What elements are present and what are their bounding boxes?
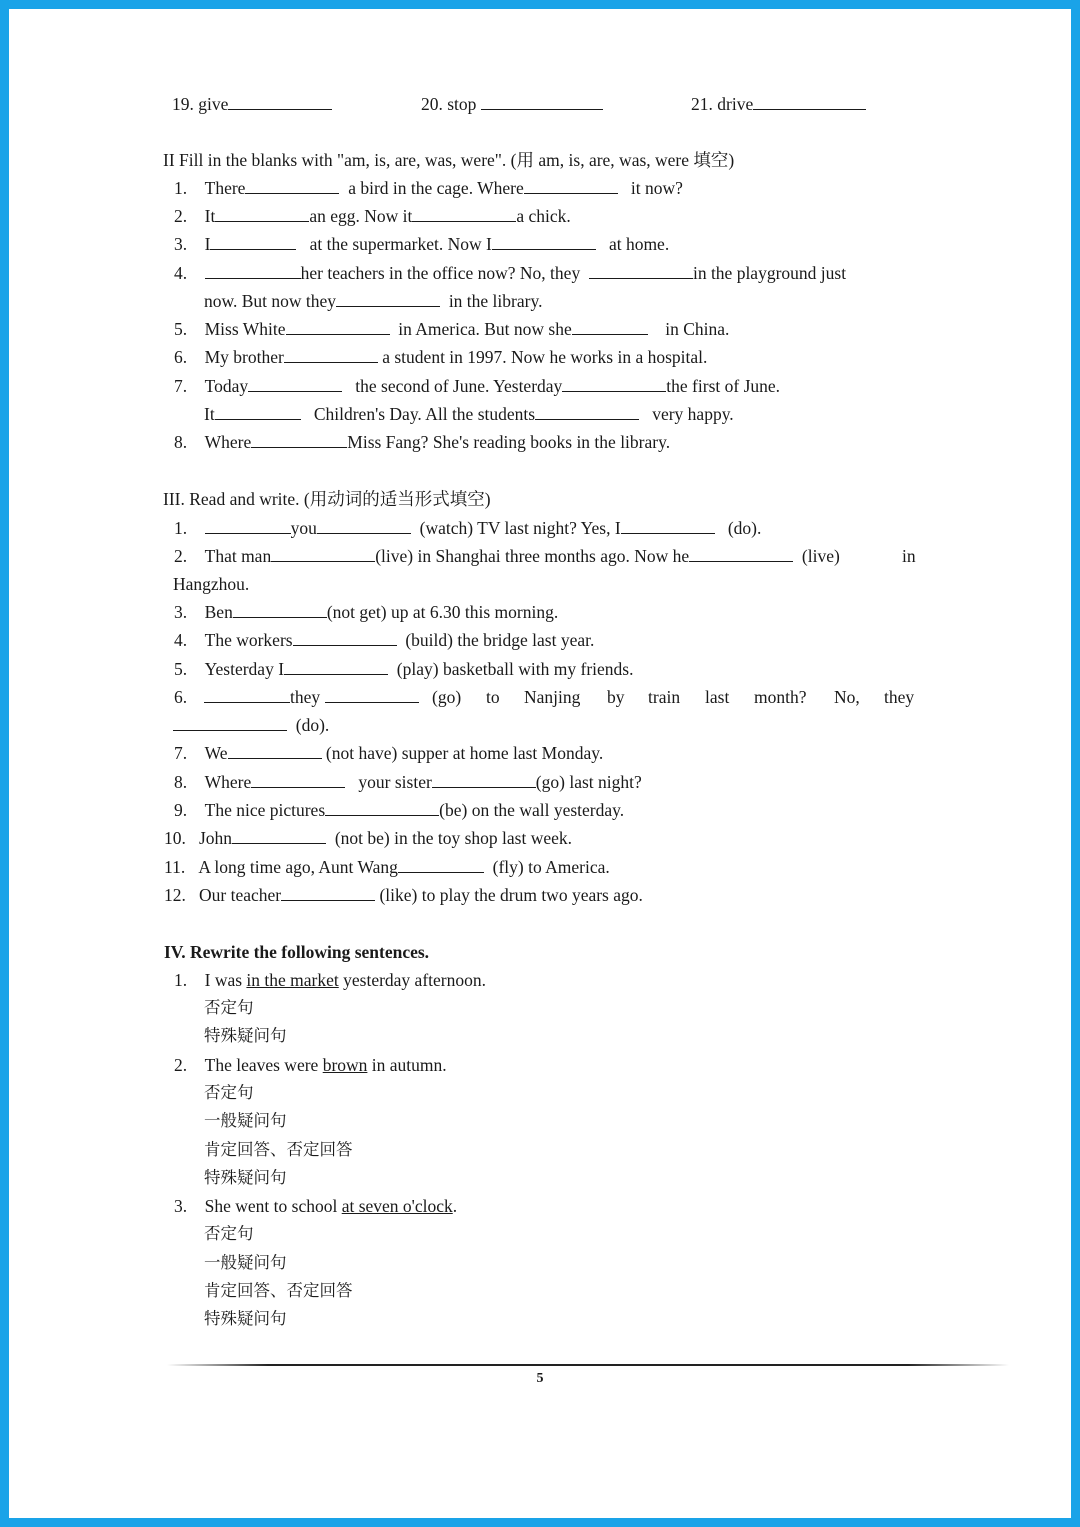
s3-item-6-w3: to — [486, 687, 500, 707]
item-19: 19. give — [172, 93, 332, 115]
s4-item-2-wh-question: 特殊疑问句 — [204, 1168, 287, 1187]
s4-item-3-negative: 否定句 — [204, 1224, 254, 1243]
s3-item-6-cont: (do). — [173, 714, 329, 736]
s3-item-6-w2: (go) — [432, 687, 462, 707]
s3-item-6-w8: month? — [754, 687, 807, 707]
s2-item-4: 4. her teachers in the office now? No, they in the playground just — [174, 263, 847, 283]
s2-item-7-cont: It Children's Day. All the students very happy. — [204, 404, 734, 424]
s3-item-11: 11. A long time ago, Aunt Wang (fly) to America. — [164, 857, 610, 877]
s3-item-4: 4. The workers (build) the bridge last year. — [174, 630, 595, 650]
s4-item-2-negative: 否定句 — [204, 1083, 254, 1102]
s4-item-3-yn-question: 一般疑问句 — [204, 1253, 287, 1272]
s3-item-8: 8. Where your sister (go) last night? — [174, 772, 642, 792]
s3-item-6-w4: Nanjing — [524, 687, 581, 707]
s4-item-3-wh-question: 特殊疑问句 — [204, 1309, 287, 1328]
s4-item-3: 3. She went to school at seven o'clock. — [174, 1196, 458, 1216]
s2-item-2: 2. It an egg. Now it a chick. — [174, 206, 571, 226]
s3-item-10: 10. John (not be) in the toy shop last week. — [164, 828, 572, 848]
s2-item-3: 3. I at the supermarket. Now I at home. — [174, 234, 670, 254]
s3-item-2: 2. That man (live) in Shanghai three months ago. Now he (live) — [174, 546, 840, 566]
s2-item-1: 1. There a bird in the cage. Where it now? — [174, 178, 683, 198]
s3-item-9: 9. The nice pictures (be) on the wall yesterday. — [174, 800, 625, 820]
section-4-heading: IV. Rewrite the following sentences. — [164, 942, 430, 962]
s3-item-12: 12. Our teacher (like) to play the drum two years ago. — [164, 885, 643, 905]
s2-item-6: 6. My brother a student in 1997. Now he works in a hospital. — [174, 347, 708, 367]
s3-item-1: 1. you (watch) TV last night? Yes, I (do). — [174, 518, 762, 538]
s3-item-6-w9: No, — [834, 687, 860, 707]
s2-item-8: 8. Where Miss Fang? She's reading books in the library. — [174, 432, 671, 452]
s4-item-2-answers: 肯定回答、否定回答 — [204, 1140, 353, 1159]
s4-item-2: 2. The leaves were brown in autumn. — [174, 1055, 447, 1075]
s2-item-7: 7. Today the second of June. Yesterday the first of June. — [174, 376, 781, 396]
s3-item-7: 7. We (not have) supper at home last Monday. — [174, 743, 604, 763]
footer-divider — [167, 1364, 1009, 1366]
section-2-heading: II Fill in the blanks with "am, is, are, was, were". (用 am, is, are, was, were 填空) — [163, 150, 735, 170]
s3-item-5: 5. Yesterday I (play) basketball with my friends. — [174, 659, 634, 679]
s3-item-6: 6. — [174, 687, 188, 707]
s4-item-1: 1. I was in the market yesterday afternoon. — [174, 970, 486, 990]
s3-item-2-in: in — [902, 546, 916, 566]
s3-item-6-w10: they — [884, 687, 915, 707]
item-21: 21. drive — [691, 93, 866, 115]
s3-item-6-w6: train — [648, 687, 681, 707]
section-3-heading: III. Read and write. (用动词的适当形式填空) — [163, 489, 491, 509]
s2-item-4-cont: now. But now they in the library. — [204, 291, 543, 311]
worksheet-page — [9, 9, 1071, 1518]
s3-item-6-w5: by — [607, 687, 625, 707]
s3-item-6-w7: last — [705, 687, 730, 707]
s2-item-5: 5. Miss White in America. But now she in China. — [174, 319, 730, 339]
s4-item-3-answers: 肯定回答、否定回答 — [204, 1281, 353, 1300]
s4-item-1-negative: 否定句 — [204, 998, 254, 1017]
s3-item-2-cont: Hangzhou. — [173, 574, 250, 594]
s3-item-3: 3. Ben (not get) up at 6.30 this morning. — [174, 602, 559, 622]
s3-item-6-blank: they — [204, 686, 419, 708]
s4-item-1-wh-question: 特殊疑问句 — [204, 1026, 287, 1045]
s4-item-2-yn-question: 一般疑问句 — [204, 1111, 287, 1130]
page-number: 5 — [536, 1371, 544, 1386]
item-20: 20. stop — [421, 93, 603, 115]
